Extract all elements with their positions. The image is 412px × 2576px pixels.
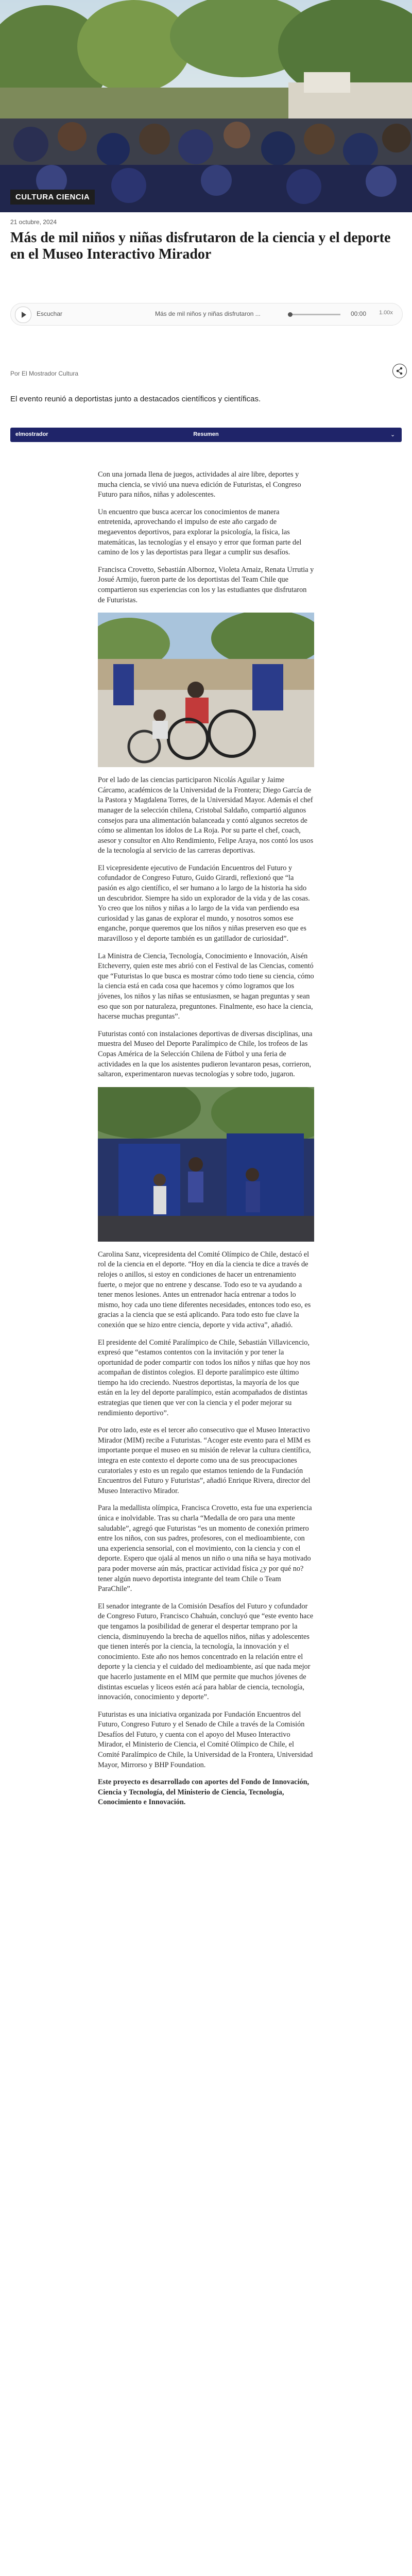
- share-icon[interactable]: [392, 364, 407, 378]
- brand-logo: elmostrador: [15, 431, 48, 437]
- paragraph: Por otro lado, este es el tercer año consecutivo que el Museo Interactivo Mirador (MIM) recibe a Futuristas. “Acoger este evento para el MIM es importante porque el museo en su misión de relevar la cultura científica, integra en este contexto el deporte como una de sus preocupaciones curatoriales y esto es un regalo que estamos teniendo de la Fundación Encuentros del Futuro y Futuristas”, añadió Enrique Rivera, director del Museo Interactivo Mirador.: [98, 1426, 311, 1495]
- author-byline[interactable]: Por El Mostrador Cultura: [10, 370, 79, 377]
- paragraph: El vicepresidente ejecutivo de Fundación Encuentros del Futuro y cofundador de Congreso Futuro, Guido Girardi, reflexionó que “la pasión es algo científico, el ser humano a lo largo de la historia ha sido un descubridor. Siempre ha sido un explorador de la vida y de las cosas. Yo creo que los niños y niñas a lo largo de la vida van perdiendo esa curiosidad y las ganas de explorar el mundo, y nosotros somos ese enganche, porque queremos que los niños y niñas preserven eso que es maravilloso y el deporte también es un gatillador de curiosidad”.: [98, 863, 310, 943]
- publish-date: 21 octubre, 2024: [10, 218, 57, 226]
- paragraph: La Ministra de Ciencia, Tecnología, Conocimiento e Innovación, Aisén Etcheverry, quien este mes abrió con el Festival de las Ciencias, comentó que “Futuristas lo que busca es mostrar cómo todo tiene su ciencia, cómo la ciencia está en cada cosa que hacemos y cómo logramos que los jóvenes, los niños y las niñas se entusiasmen, se hagan preguntas y sean eso que son por naturaleza, preguntones. Finalmente, eso hace la ciencia, hacerse muchas preguntas”.: [98, 952, 314, 1021]
- paragraph: El presidente del Comité Paralímpico de Chile, Sebastián Villavicencio, expresó que “estamos contentos con la invitación y por tener la oportunidad de poder compartir con todos los niños y niñas que hoy nos acompañan de distintos colegios. El deporte paralímpico este último tiempo ha ido creciendo. Nuestros deportistas, la mayoría de los que están en la ley del deporte paralímpico, están acompañados de distintas estrategias que tienen que ver con la ciencia y el poder mejorar su rendimiento deportivo”.: [98, 1338, 311, 1417]
- paragraph: Carolina Sanz, vicepresidenta del Comité Olímpico de Chile, destacó el rol de la ciencia en el deporte. “Hoy en día la ciencia te dice a través de relojes o anillos, si estoy en condiciones de hacer un entrenamiento fuerte, o mejor que no entrene y descanse. Todo eso te va ayudando a tener menos lesiones. Antes un entrenador hacía entrenar a todos lo mismo, hoy cada uno tiene diferentes necesidades, entonces todo eso, es gracias a la ciencia que se está aplicando. Para todo esto fue clave la conexión que se hizo entre ciencia, deporte y vida activa”, añadió.: [98, 1250, 311, 1329]
- paragraph: Francisca Crovetto, Sebastián Albornoz, Violeta Arnaiz, Renata Urrutia y Josué Armijo, fueron parte de los deportistas del Team Chile que compartieron sus experiencias con los y las estudiantes que disfrutaron de Futuristas.: [98, 565, 314, 604]
- closing-note: Este proyecto es desarrollado con aportes del Fondo de Innovación, Ciencia y Tecnología, del Ministerio de Ciencia, Tecnología, Conocimiento e Innovación.: [98, 1778, 310, 1807]
- audio-track-title: Más de mil niños y niñas disfrutaron ...: [155, 310, 261, 317]
- article-photo-wheelchair-race: [98, 613, 314, 767]
- paragraph: El senador integrante de la Comisión Desafíos del Futuro y cofundador de Congreso Futuro, Francisco Chahuán, concluyó que “este evento hace que tengamos la posibilidad de generar el despertar temprano por la ciencia, disminuyendo la brecha de aquellos niños, niñas y adolescentes que tienen interés por la ciencia, la tecnología, la innovación y el conocimiento. Este año nos hemos concentrado en la relación entre el deporte y la ciencia y el cuidado del medioambiente, así que nada mejor que hacerlo justamente en el MIM que permite que muchos jóvenes de distintas escuelas y liceos estén acá para hablar de ciencia, tecnología, innovación, conocimiento y deporte”.: [98, 1602, 314, 1702]
- article-lead: El evento reunió a deportistas junto a destacados científicos y científicas.: [10, 395, 261, 403]
- listen-label: Escuchar: [37, 310, 63, 317]
- playback-speed-button[interactable]: 1.00x: [379, 310, 393, 316]
- summary-button[interactable]: Resumen: [193, 431, 219, 437]
- paragraph: Con una jornada llena de juegos, actividades al aire libre, deportes y mucha ciencia, se vivió una nueva edición de Futuristas, el Congreso Futuro para niños, niñas y adolescentes.: [98, 470, 301, 499]
- article-title: Más de mil niños y niñas disfrutaron de la ciencia y el deporte en el Museo Interactivo Mirador: [10, 230, 391, 262]
- audio-progress-slider[interactable]: [289, 314, 340, 315]
- article-photo-students-exhibit: [98, 1087, 314, 1242]
- paragraph: Un encuentro que busca acercar los conocimientos de manera entretenida, aprovechando el impulso de este año cargado de megaeventos deportivos, para explorar la psicología, la física, las matemáticas, las tecnologías y el ensayo y error que forman parte del camino de los y las deportistas para llegar a cumplir sus desafíos.: [98, 507, 302, 557]
- paragraph: Por el lado de las ciencias participaron Nicolás Aguilar y Jaime Cárcamo, académicos de la Universidad de la Frontera; Diego García de la Pastora y Magdalena Torres, de la Universidad Mayor. Además el chef manager de la selección chilena, Cristobal Saldaño, compartió algunos consejos para una alimentación balanceada y contó algunos secretos de cómo se alimentan los ídolos de La Roja. Por su parte el chef, coach, asesor y consultor en Alto Rendimiento, Felipe Araya, nos contó los usos de la tecnología al servicio de las carreras deportivas.: [98, 776, 314, 855]
- chevron-down-icon[interactable]: ⌄: [390, 432, 396, 438]
- article-body: [98, 470, 314, 1815]
- hero-image: [0, 0, 412, 212]
- paragraph: Futuristas es una iniciativa organizada por Fundación Encuentros del Futuro, Congreso Futuro y el Senado de Chile a través de la Comisión Desafíos del Futuro, y cuenta con el apoyo del Museo Interactivo Mirador, el Ministerio de Ciencia, el Comité Olímpico de Chile, el Comité Paralímpico de Chile, la Universidad de la Frontera, Universidad Mayor, Mirrorso y BHP Foundation.: [98, 1710, 313, 1769]
- summary-bar[interactable]: [10, 428, 402, 442]
- category-badge[interactable]: CULTURA CIENCIA: [10, 190, 95, 205]
- hero-photo: [0, 0, 412, 212]
- paragraph: Para la medallista olímpica, Francisca Crovetto, esta fue una experiencia única e inolvidable. Tras su charla “Medalla de oro para una mente saludable”, agregó que Futuristas “es un momento de conexión primero entre los niños, con sus padres, profesores, con el medioambiente, con una experiencia sensorial, con el movimiento, con la ciencia y con el deporte. Espero que ojalá al menos un niño o una niña se haya motivado para poder moverse aún más, practicar actividad física ¿y por qué no? tener algún nuevo deportista integrante del team Chile o Team ParaChile”.: [98, 1504, 312, 1594]
- play-icon[interactable]: [15, 307, 31, 323]
- paragraph: Futuristas contó con instalaciones deportivas de diversas disciplinas, una muestra del Museo del Deporte Paralímpico de Chile, los trofeos de las Copas América de la Selección Chilena de Fútbol y una feria de actividades en la que los asistentes pudieron levantaron pesas, corrieron, saltaron, experimentaron nuevas tecnologías y sobre todo, jugaron.: [98, 1029, 313, 1079]
- audio-time: 00:00: [351, 310, 367, 317]
- audio-player: [10, 303, 403, 326]
